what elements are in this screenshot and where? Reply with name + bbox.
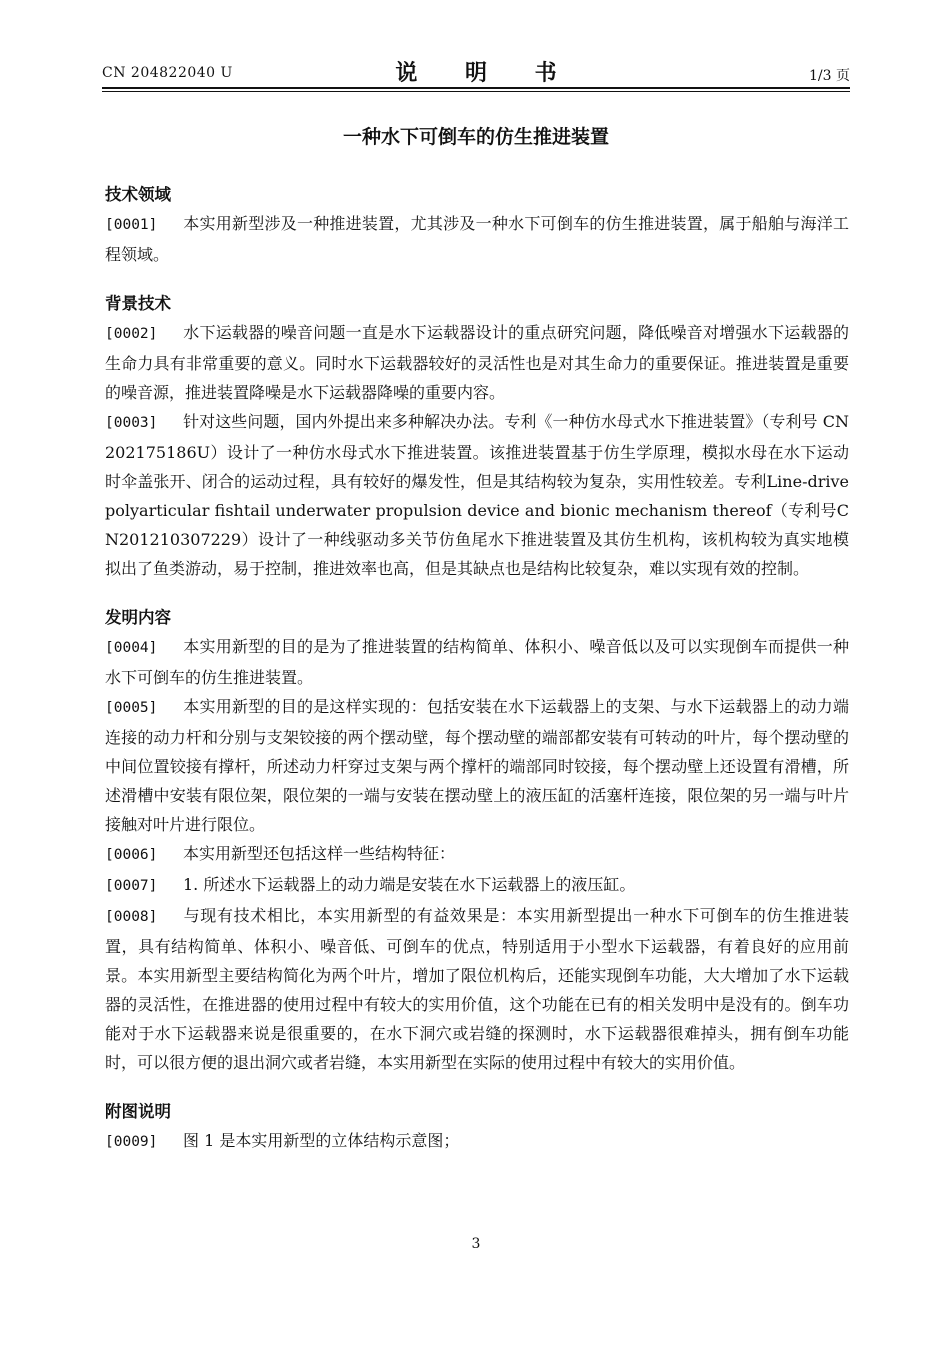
section-heading: 附图说明: [105, 1102, 171, 1121]
paragraph-number: [0009]: [105, 1134, 158, 1150]
document-type-title: 说 明 书: [395, 60, 577, 86]
paragraph-number: [0003]: [105, 415, 158, 431]
patent-number: CN 204822040 U: [102, 65, 233, 81]
paragraph: [105, 692, 849, 839]
paragraph-text: 水下运载器的噪音问题一直是水下运载器设计的重点研究问题，降低噪音对增强水下运载器的生命力具有非常重要的意义。同时水下运载器较好的灵活性也是对其生命力的重要保证。推进装置是重要的噪音源，推进装置降噪是水下运载器降噪的重要内容。: [105, 323, 849, 402]
paragraph-text: 针对这些问题，国内外提出来多种解决办法。专利《一种仿水母式水下推进装置》（专利号 CN202175186U）设计了一种仿水母式水下推进装置。该推进装置基于仿生学原理，模拟水母在水下运动时伞盖张开、闭合的运动过程，具有较好的爆发性，但是其结构较为复杂，实用性较差。专利Line-drive polyarticular fishtail underwater propulsion device and bionic mechanism thereof（专利号CN201210307229）设计了一种线驱动多关节仿鱼尾水下推进装置及其仿生机构，该机构较为真实地模拟出了鱼类游动，易于控制，推进效率也高，但是其缺点也是结构比较复杂，难以实现有效的控制。: [105, 412, 849, 578]
section-summary: [105, 603, 849, 1077]
section-drawings: [105, 1097, 849, 1157]
paragraph: [105, 318, 849, 407]
paragraph-text: 本实用新型的目的是为了推进装置的结构简单、体积小、噪音低以及可以实现倒车而提供一种水下可倒车的仿生推进装置。: [105, 637, 849, 687]
paragraph: [105, 407, 849, 583]
page-number: 3: [471, 1236, 481, 1252]
paragraph: [105, 870, 849, 901]
paragraph: [105, 901, 849, 1077]
paragraph: [105, 632, 849, 692]
paragraph-text: 本实用新型还包括这样一些结构特征：: [183, 844, 456, 863]
paragraph-number: [0005]: [105, 700, 158, 716]
paragraph-number: [0008]: [105, 909, 158, 925]
paragraph-number: [0002]: [105, 326, 158, 342]
section-heading: 技术领域: [105, 185, 171, 204]
paragraph: [105, 1126, 849, 1157]
page-header: [102, 52, 850, 88]
paragraph-number: [0004]: [105, 640, 158, 656]
paragraph-number: [0006]: [105, 847, 158, 863]
document-body: [105, 180, 849, 1157]
invention-title: 一种水下可倒车的仿生推进装置: [342, 126, 609, 148]
header-rule-thin: [102, 91, 850, 92]
paragraph-text: 本实用新型涉及一种推进装置，尤其涉及一种水下可倒车的仿生推进装置，属于船舶与海洋工程领域。: [105, 214, 849, 264]
section-heading: 发明内容: [105, 608, 171, 627]
section-technical-field: [105, 180, 849, 269]
paragraph-number: [0001]: [105, 217, 158, 233]
paragraph-text: 图 1 是本实用新型的立体结构示意图；: [183, 1131, 460, 1150]
paragraph-text: 与现有技术相比，本实用新型的有益效果是：本实用新型提出一种水下可倒车的仿生推进装置，具有结构简单、体积小、噪音低、可倒车的优点，特别适用于小型水下运载器，有着良好的应用前景。本实用新型主要结构简化为两个叶片，增加了限位机构后，还能实现倒车功能，大大增加了水下运载器的灵活性，在推进器的使用过程中有较大的实用价值，这个功能在已有的相关发明中是没有的。倒车功能对于水下运载器来说是很重要的，在水下洞穴或岩缝的探测时，水下运载器很难掉头，拥有倒车功能时，可以很方便的退出洞穴或者岩缝，本实用新型在实际的使用过程中有较大的实用价值。: [105, 906, 849, 1072]
paragraph-number: [0007]: [105, 878, 158, 894]
paragraph: [105, 209, 849, 269]
paragraph-text: 1. 所述水下运载器上的动力端是安装在水下运载器上的液压缸。: [183, 875, 636, 894]
header-rule-thick: [102, 87, 850, 89]
paragraph-text: 本实用新型的目的是这样实现的：包括安装在水下运载器上的支架、与水下运载器上的动力端连接的动力杆和分别与支架铰接的两个摆动壁，每个摆动壁的端部都安装有可转动的叶片，每个摆动壁的中间位置铰接有撑杆，所述动力杆穿过支架与两个撑杆的端部同时铰接，每个摆动壁上还设置有滑槽，所述滑槽中安装有限位架，限位架的一端与安装在摆动壁上的液压缸的活塞杆连接，限位架的另一端与叶片接触对叶片进行限位。: [105, 697, 849, 834]
page-indicator: 1/3 页: [809, 68, 850, 84]
section-heading: 背景技术: [105, 294, 171, 313]
paragraph: [105, 839, 849, 870]
section-background: [105, 289, 849, 583]
